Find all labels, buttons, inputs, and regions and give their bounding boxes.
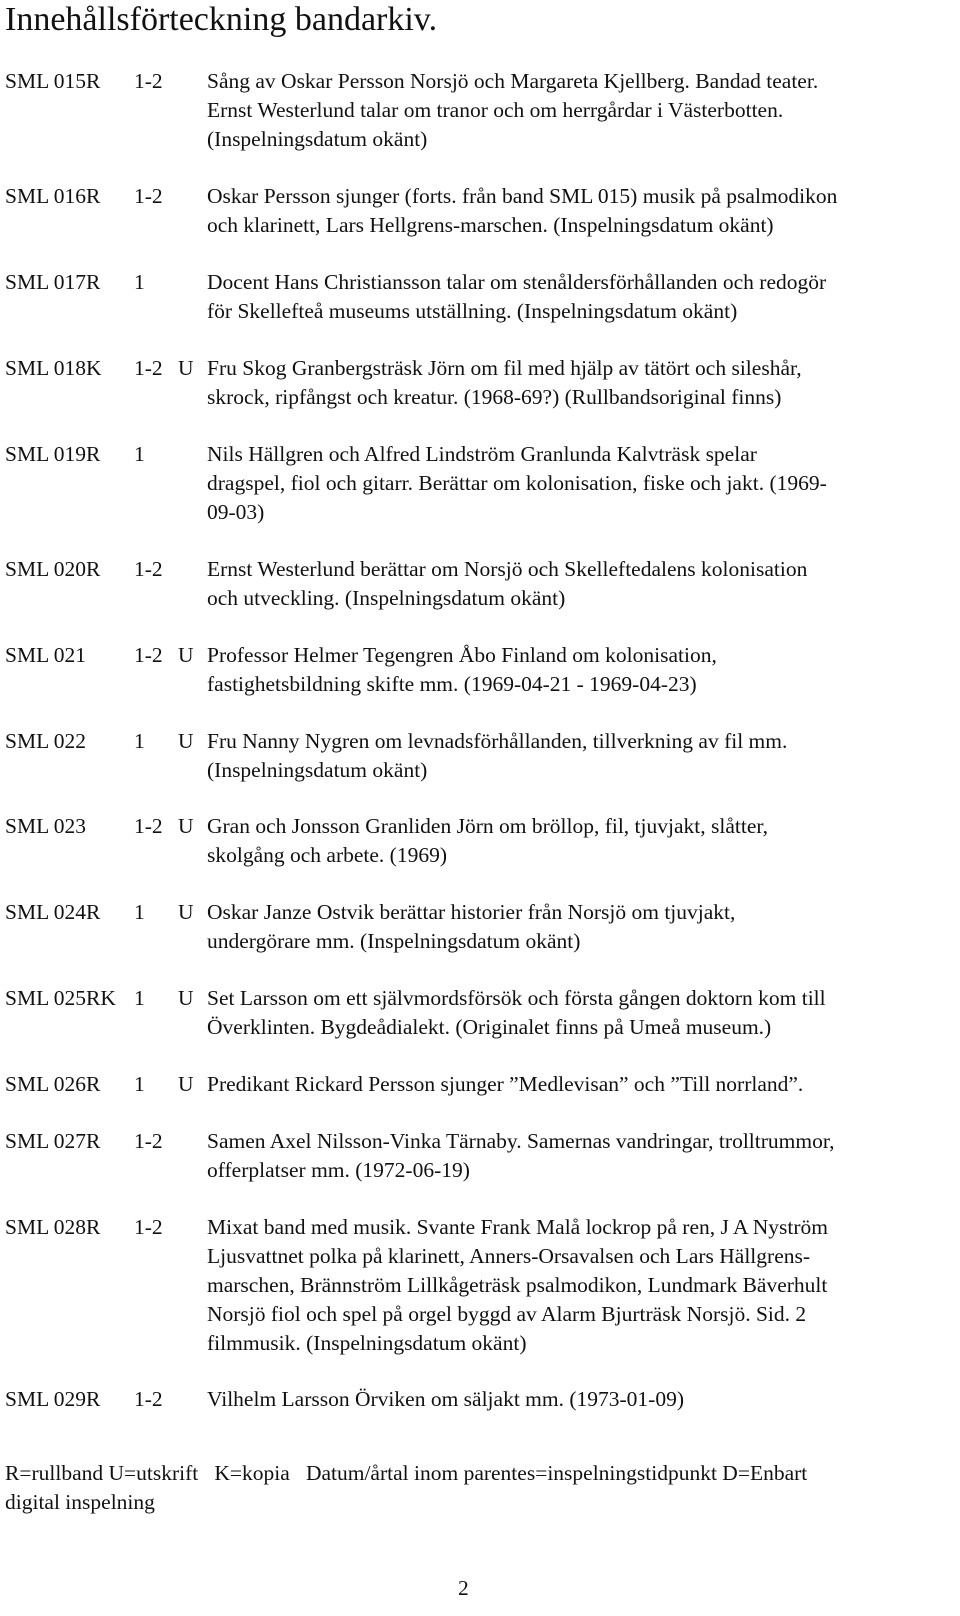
- entry-description-line: Ljusvattnet polka på klarinett, Anners-Orsavalsen och Lars Hällgrens-: [207, 1244, 811, 1268]
- entry-flag: U: [178, 900, 194, 924]
- entry-description: [207, 354, 952, 412]
- entry-code: SML 028R: [5, 1215, 101, 1239]
- entry-description-line: och utveckling. (Inspelningsdatum okänt): [207, 586, 566, 610]
- entry-code: SML 029R: [5, 1387, 101, 1411]
- legend: [5, 1459, 950, 1517]
- entry-description-line: Samen Axel Nilsson-Vinka Tärnaby. Samernas vandringar, trolltrummor,: [207, 1129, 835, 1153]
- entry-description: [207, 1385, 952, 1414]
- entry-description-line: offerplatser mm. (1972-06-19): [207, 1158, 470, 1182]
- entry-description-line: fastighetsbildning skifte mm. (1969-04-21 - 1969-04-23): [207, 672, 697, 696]
- entry-flag: U: [178, 986, 194, 1010]
- entry-description: [207, 440, 952, 527]
- entry-description: [207, 67, 952, 154]
- legend-datum: Datum/årtal inom parentes=inspelningstidpunkt D=Enbart: [305, 1461, 808, 1485]
- entry-description-line: Norsjö fiol och spel på orgel byggd av Alarm Bjurträsk Norsjö. Sid. 2: [207, 1302, 807, 1326]
- legend-utskrift: U=utskrift: [108, 1461, 199, 1485]
- entry-description: [207, 727, 952, 785]
- entry-band-count: 1-2: [134, 1215, 163, 1239]
- entry-band-count: 1-2: [134, 643, 163, 667]
- legend-rullband: R=rullband: [5, 1461, 104, 1485]
- entry-description-line: 09-03): [207, 500, 265, 524]
- entry-description-line: och klarinett, Lars Hellgrens-marschen. (Inspelningsdatum okänt): [207, 213, 774, 237]
- entry-description: [207, 1213, 952, 1358]
- entry-code: SML 019R: [5, 442, 101, 466]
- entry-band-count: 1: [134, 270, 145, 294]
- entry-description-line: Predikant Rickard Persson sjunger ”Medlevisan” och ”Till norrland”.: [207, 1072, 804, 1096]
- entry-code: SML 024R: [5, 900, 101, 924]
- entry-description-line: (Inspelningsdatum okänt): [207, 127, 428, 151]
- entry-description-line: undergörare mm. (Inspelningsdatum okänt): [207, 929, 581, 953]
- entry-band-count: 1: [134, 986, 145, 1010]
- entry-description-line: marschen, Brännström Lillkågeträsk psalmodikon, Lundmark Bäverhult: [207, 1273, 828, 1297]
- entry-description-line: filmmusik. (Inspelningsdatum okänt): [207, 1331, 527, 1355]
- entry-band-count: 1-2: [134, 1129, 163, 1153]
- entry-code: SML 016R: [5, 184, 101, 208]
- entry-description-line: skolgång och arbete. (1969): [207, 843, 448, 867]
- entry-description-line: Fru Nanny Nygren om levnadsförhållanden, tillverkning av fil mm.: [207, 729, 788, 753]
- entry-code: SML 027R: [5, 1129, 101, 1153]
- entry-description-line: Ernst Westerlund talar om tranor och om herrgårdar i Västerbotten.: [207, 98, 784, 122]
- entry-description-line: Mixat band med musik. Svante Frank Malå lockrop på ren, J A Nyström: [207, 1215, 829, 1239]
- entry-description-line: för Skellefteå museums utställning. (Inspelningsdatum okänt): [207, 299, 738, 323]
- entry-flag: U: [178, 643, 194, 667]
- entry-description: [207, 641, 952, 699]
- legend-kopia: K=kopia: [214, 1461, 290, 1485]
- entry-description-line: Ernst Westerlund berättar om Norsjö och Skelleftedalens kolonisation: [207, 557, 808, 581]
- entry-description: [207, 1070, 952, 1099]
- entry-band-count: 1-2: [134, 557, 163, 581]
- entry-description-line: dragspel, fiol och gitarr. Berättar om kolonisation, fiske och jakt. (1969-: [207, 471, 827, 495]
- entry-code: SML 025RK: [5, 986, 116, 1010]
- entry-description-line: Gran och Jonsson Granliden Jörn om bröllop, fil, tjuvjakt, slåtter,: [207, 814, 769, 838]
- entry-band-count: 1-2: [134, 1387, 163, 1411]
- entry-description-line: Oskar Persson sjunger (forts. från band SML 015) musik på psalmodikon: [207, 184, 838, 208]
- page-number: 2: [458, 1576, 469, 1600]
- page-title: Innehållsförteckning bandarkiv.: [5, 1, 438, 38]
- entry-band-count: 1-2: [134, 69, 163, 93]
- entry-flag: U: [178, 729, 194, 753]
- entry-description-line: Professor Helmer Tegengren Åbo Finland om kolonisation,: [207, 643, 717, 667]
- entry-code: SML 018K: [5, 356, 102, 380]
- entry-description-line: Sång av Oskar Persson Norsjö och Margareta Kjellberg. Bandad teater.: [207, 69, 819, 93]
- entry-description-line: Överklinten. Bygdeådialekt. (Originalet finns på Umeå museum.): [207, 1015, 772, 1039]
- entry-band-count: 1: [134, 442, 145, 466]
- entry-flag: U: [178, 814, 194, 838]
- entry-code: SML 017R: [5, 270, 101, 294]
- entry-description-line: Docent Hans Christiansson talar om stenåldersförhållanden och redogör: [207, 270, 827, 294]
- entry-description-line: Set Larsson om ett självmordsförsök och första gången doktorn kom till: [207, 986, 826, 1010]
- entry-description-line: Vilhelm Larsson Örviken om säljakt mm. (1973-01-09): [207, 1387, 684, 1411]
- entry-description-line: Fru Skog Granbergsträsk Jörn om fil med hjälp av tätört och sileshår,: [207, 356, 802, 380]
- entry-band-count: 1-2: [134, 184, 163, 208]
- entry-code: SML 022: [5, 729, 87, 753]
- entry-description: [207, 268, 952, 326]
- entry-description: [207, 1127, 952, 1185]
- entry-code: SML 020R: [5, 557, 101, 581]
- entry-description-line: (Inspelningsdatum okänt): [207, 758, 428, 782]
- entry-description: [207, 984, 952, 1042]
- entry-band-count: 1: [134, 900, 145, 924]
- entry-flag: U: [178, 1072, 194, 1096]
- entry-description: [207, 812, 952, 870]
- entry-description: [207, 182, 952, 240]
- entry-band-count: 1-2: [134, 814, 163, 838]
- legend-digital: digital inspelning: [5, 1490, 155, 1514]
- entry-description: [207, 555, 952, 613]
- entry-flag: U: [178, 356, 194, 380]
- entry-description-line: skrock, ripfångst och kreatur. (1968-69?) (Rullbandsoriginal finns): [207, 385, 782, 409]
- entry-code: SML 023: [5, 814, 87, 838]
- entry-description-line: Nils Hällgren och Alfred Lindström Granlunda Kalvträsk spelar: [207, 442, 757, 466]
- entry-band-count: 1-2: [134, 356, 163, 380]
- entry-band-count: 1: [134, 729, 145, 753]
- entry-description: [207, 898, 952, 956]
- legend-line: [5, 1459, 950, 1488]
- entry-description-line: Oskar Janze Ostvik berättar historier från Norsjö om tjuvjakt,: [207, 900, 736, 924]
- entry-code: SML 015R: [5, 69, 101, 93]
- entry-code: SML 026R: [5, 1072, 101, 1096]
- entry-code: SML 021: [5, 643, 87, 667]
- entry-band-count: 1: [134, 1072, 145, 1096]
